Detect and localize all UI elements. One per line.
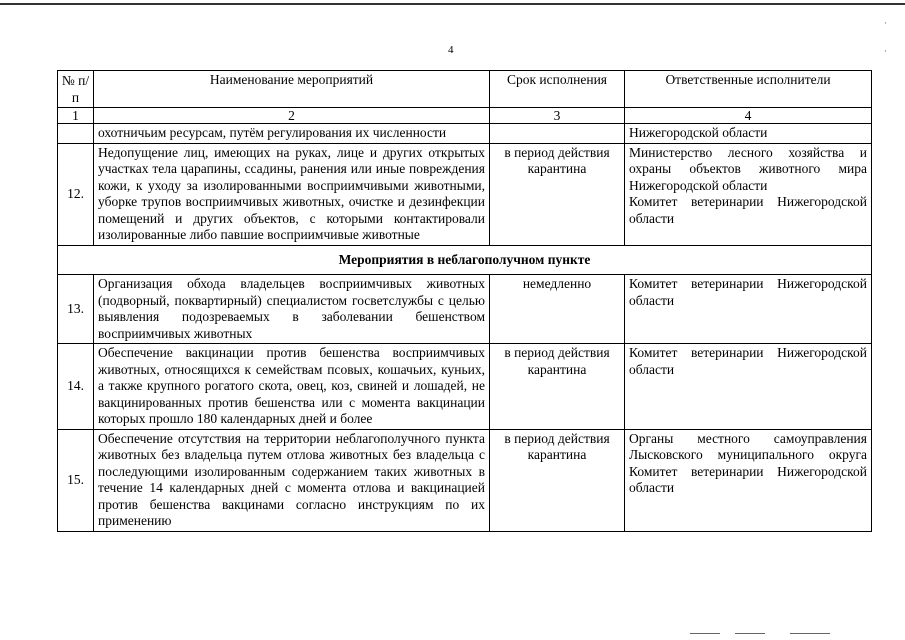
header-name: Наименование мероприятий bbox=[94, 71, 490, 108]
row-number: 12. bbox=[58, 143, 94, 245]
measure-name: Обеспечение отсутствия на территории неблагополучного пункта животных без владельца путем отлова животных без владельца с последующими изолированным содержанием таких животных в течение 14 календарных дней с момента отлова и вакцинацией против бешенства вакцинами согласно инструкциям по их применению bbox=[94, 429, 490, 531]
page-number: 4 bbox=[448, 44, 454, 56]
measure-name: Обеспечение вакцинации против бешенства восприимчивых животных, относящихся к семействам псовых, кошачьих, куньих, а также крупного рогатого скота, овец, коз, свиней и лошадей, не вакцинированных против бешенства или с момента вакцинации которых прошло 180 календарных дней и более bbox=[94, 344, 490, 430]
column-index: 2 bbox=[94, 108, 490, 124]
responsible-line: Комитет ветеринарии Нижегородской области bbox=[629, 463, 867, 495]
measure-responsible bbox=[625, 143, 872, 245]
measure-term bbox=[490, 124, 625, 144]
row-number: 14. bbox=[58, 344, 94, 430]
table-row bbox=[58, 429, 872, 531]
measure-name: Недопущение лиц, имеющих на руках, лице и других открытых участках тела царапины, ссадины, ранения или иные повреждения кожи, к уходу за изолированными восприимчивыми животными, уборке трупов восприимчивых животных, очистке и дезинфекции помещений и других объектов, с которыми контактировали изолированные либо павшие восприимчивые животные bbox=[94, 143, 490, 245]
responsible-line: Министерство лесного хозяйства и охраны объектов животного мира Нижегородской области bbox=[629, 144, 867, 193]
header-num: № п/п bbox=[58, 71, 94, 108]
measure-responsible bbox=[625, 275, 872, 344]
section-row bbox=[58, 245, 872, 275]
column-index: 4 bbox=[625, 108, 872, 124]
table-row bbox=[58, 275, 872, 344]
row-number: 15. bbox=[58, 429, 94, 531]
scan-speck: · bbox=[884, 18, 887, 28]
responsible-line: Комитет ветеринарии Нижегородской области bbox=[629, 276, 867, 308]
measure-name: охотничьим ресурсам, путём регулирования их численности bbox=[94, 124, 490, 144]
measure-responsible bbox=[625, 344, 872, 430]
measure-term: в период действия карантина bbox=[490, 429, 625, 531]
scan-mark bbox=[690, 633, 720, 634]
scan-top-edge bbox=[0, 3, 905, 5]
measure-name: Организация обхода владельцев восприимчивых животных (подворный, поквартирный) специалистом госветслужбы с целью выявления подозреваемых в заболевании бешенством восприимчивых животных bbox=[94, 275, 490, 344]
row-number bbox=[58, 124, 94, 144]
row-number: 13. bbox=[58, 275, 94, 344]
scan-mark bbox=[790, 633, 830, 634]
measure-responsible bbox=[625, 124, 872, 144]
table-header-row bbox=[58, 71, 872, 108]
responsible-line: Комитет ветеринарии Нижегородской области bbox=[629, 345, 867, 377]
table-row bbox=[58, 143, 872, 245]
responsible-line: Нижегородской области bbox=[629, 125, 768, 140]
table-row bbox=[58, 124, 872, 144]
measure-responsible bbox=[625, 429, 872, 531]
scan-mark bbox=[735, 633, 765, 634]
column-index-row bbox=[58, 108, 872, 124]
header-responsible: Ответственные исполнители bbox=[625, 71, 872, 108]
responsible-line: Комитет ветеринарии Нижегородской области bbox=[629, 194, 867, 226]
scan-speck: · bbox=[884, 46, 887, 56]
measure-term: в период действия карантина bbox=[490, 143, 625, 245]
measures-table bbox=[57, 70, 872, 532]
column-index: 3 bbox=[490, 108, 625, 124]
measure-term: немедленно bbox=[490, 275, 625, 344]
responsible-line: Органы местного самоуправления Лысковского муниципального округа bbox=[629, 430, 867, 462]
column-index: 1 bbox=[58, 108, 94, 124]
header-term: Срок исполнения bbox=[490, 71, 625, 108]
measure-term: в период действия карантина bbox=[490, 344, 625, 430]
section-title: Мероприятия в неблагополучном пункте bbox=[58, 245, 872, 275]
table-row bbox=[58, 344, 872, 430]
